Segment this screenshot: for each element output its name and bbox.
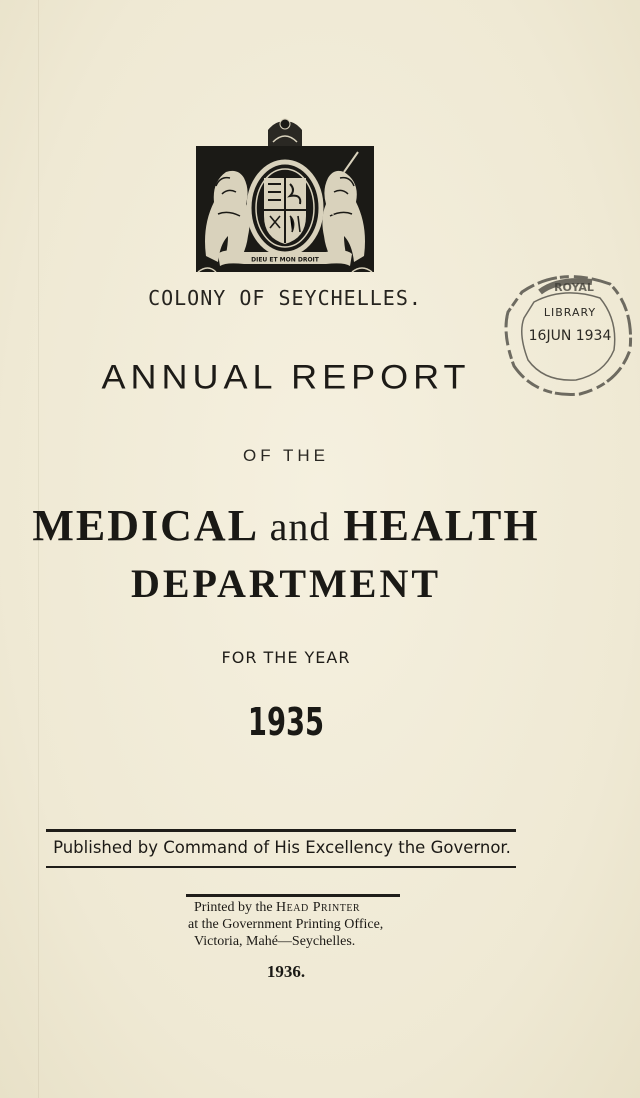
crest-motto: DIEU ET MON DROIT (251, 256, 319, 264)
medical-word: MEDICAL (32, 501, 257, 550)
bottom-rule (46, 866, 516, 868)
report-title: ANNUAL REPORT (101, 357, 471, 396)
for-the-year-label: FOR THE YEAR (221, 648, 351, 667)
health-word: HEALTH (343, 501, 540, 550)
imprint-line-3: Victoria, Mahé—Seychelles. (194, 934, 356, 949)
stamp-library-label: LIBRARY (543, 306, 597, 319)
imprint-line-1 (186, 899, 446, 916)
top-rule (46, 829, 516, 832)
department-word: DEPARTMENT (130, 561, 442, 606)
printer-imprint (186, 899, 446, 950)
colony-title: COLONY OF SEYCHELLES. (148, 286, 422, 310)
of-the-label: OF THE (242, 446, 330, 465)
imprint-head-printer: Head Printer (276, 900, 361, 915)
published-by-line: Published by Command of His Excellency the Governor. (53, 838, 511, 857)
report-year: 1935 (247, 700, 325, 744)
imprint-printed-by: Printed by the (194, 900, 277, 915)
stamp-date: 16JUN 1934 (528, 328, 612, 344)
stamp-top-text: ROYAL (554, 281, 594, 294)
and-word: and (269, 504, 331, 549)
royal-coat-of-arms-icon (194, 116, 376, 274)
imprint-line-2: at the Government Printing Office, (188, 917, 384, 932)
imprint-rule (186, 894, 400, 897)
department-name-line (0, 500, 572, 551)
publication-year: 1936. (266, 962, 306, 981)
